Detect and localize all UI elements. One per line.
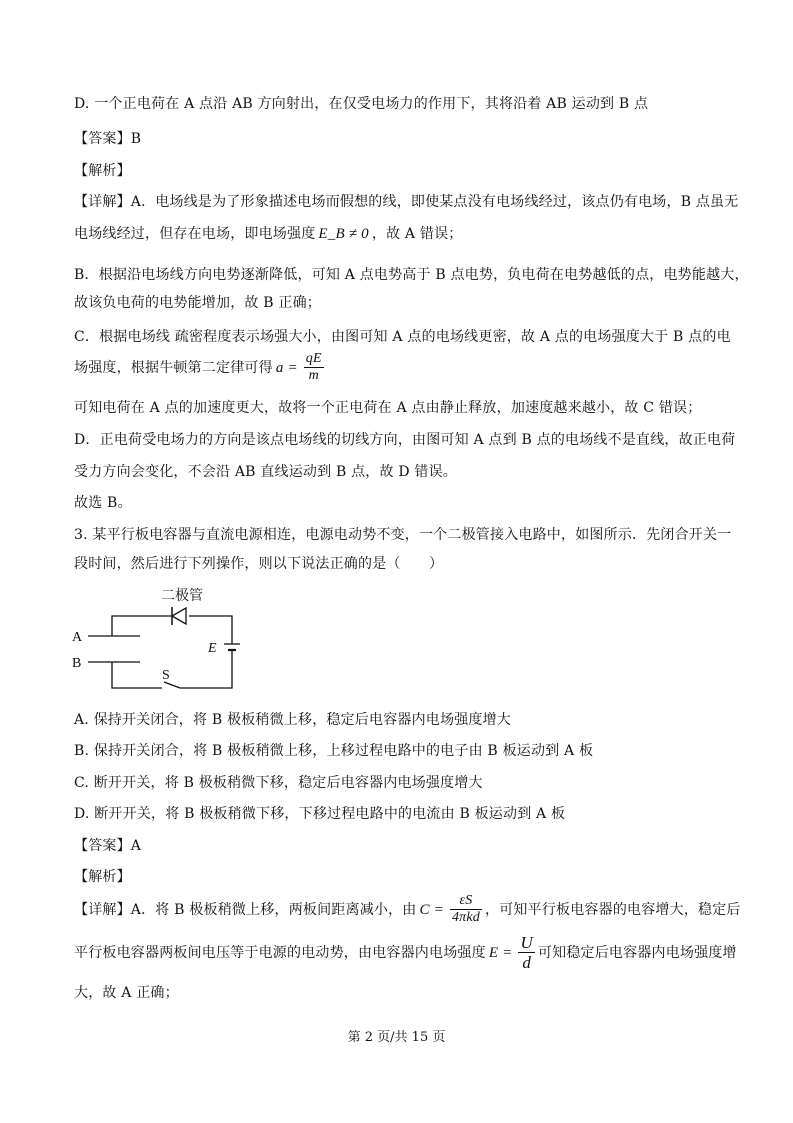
diode-icon [172,607,186,625]
fraction [515,933,537,972]
fraction-denominator: 4πkd [451,910,481,925]
page-footer: 第 2 页/共 15 页 [347,1030,446,1045]
detail-line-with-formula [74,351,327,384]
detail-line: 【详解】A．电场线是为了形象描述电场而假想的线，即使某点没有电场线经过，该点仍有电场，B 点虽无 [74,194,739,210]
conclusion-line: 故选 B。 [74,495,132,511]
label-s: S [162,668,170,683]
text-segment: ，故 A 错误； [371,226,463,242]
text-segment: 平行板电容器两板间电压等于电源的电动势，由电容器内电场强度 [74,944,486,961]
formula-lhs: E = [488,944,513,961]
option-d-previous: D. 一个正电荷在 A 点沿 AB 方向射出，在仅受电场力的作用下，其将沿着 AB 运动到 B 点 [74,96,649,112]
analysis-label: 【解析】 [74,163,131,179]
wire [112,616,171,636]
wire [180,650,232,688]
detail-line: 可知电荷在 A 点的加速度更大，故将一个正电荷在 A 点由静止释放，加速度越来越小，故 C 错误； [74,400,702,416]
fraction-numerator: εS [450,893,482,910]
diode-label: 二极管 [161,589,203,604]
formula-lhs: C = [419,901,444,918]
detail-line: C．根据电场线 疏密程度表示场强大小，由图可知 A 点的电场线更密，故 A 点的电场强度大于 B 点的电 [74,329,731,345]
option-c: C. 断开开关，将 B 极板稍微下移，稳定后电容器内电场强度增大 [74,775,483,791]
circuit-diagram [66,586,246,692]
option-d: D. 断开开关，将 B 极板稍微下移，下移过程电路中的电流由 B 板运动到 A 板 [74,806,566,822]
analysis-label: 【解析】 [74,869,131,885]
fraction [301,351,327,384]
fraction [447,893,485,926]
detail-line-with-formula [74,933,737,972]
answer-label: 【答案】A [74,838,142,854]
label-a: A [72,630,83,645]
detail-line: 故该负电荷的电势能增加，故 B 正确； [74,295,321,311]
detail-line: 大，故 A 正确； [74,985,179,1001]
detail-line-with-math [74,225,463,243]
math-expression: E_B ≠ 0 [318,226,369,242]
text-segment: 电场线经过，但存在电场，即电场强度 [74,226,316,242]
formula-lhs: a = [275,359,298,376]
option-a: A. 保持开关闭合，将 B 极板稍微上移，稳定后电容器内电场强度增大 [74,712,511,728]
fraction-numerator: U [520,933,533,952]
detail-line: B．根据沿电场线方向电势逐渐降低，可知 A 点电势高于 B 点电势，负电荷在电势越低的点，电势能越大， [74,267,749,283]
text-segment: ，可知平行板电容器的电容增大，稳定后 [485,901,741,918]
text-segment: 场强度，根据牛顿第二定律可得 [74,359,273,376]
wire [112,662,162,688]
text-segment: 【详解】A．将 B 极板稍微上移，两板间距离减小，由 [74,901,417,918]
label-e: E [208,641,217,656]
fraction-numerator: qE [305,351,322,366]
answer-label: 【答案】B [74,131,142,147]
label-b: B [72,656,82,671]
detail-line-with-formula [74,893,741,926]
question-stem: 段时间，然后进行下列操作，则以下说法正确的是（ ） [74,556,444,572]
text-segment: 可知稳定后电容器内电场强度增 [537,944,737,961]
fraction-denominator: d [522,953,532,972]
fraction-denominator: m [308,368,319,383]
question-stem: 3. 某平行板电容器与直流电源相连，电源电动势不变，一个二极管接入电路中，如图所示．先闭合开关一 [74,527,732,543]
detail-line: 受力方向会变化，不会沿 AB 直线运动到 B 点，故 D 错误。 [74,464,458,480]
detail-line: D．正电荷受电场力的方向是该点电场线的切线方向，由图可知 A 点到 B 点的电场线不是直线，故正电荷 [74,432,736,448]
option-b: B. 保持开关闭合，将 B 极板稍微上移，上移过程电路中的电子由 B 板运动到 A 板 [74,743,594,759]
wire [189,616,232,644]
